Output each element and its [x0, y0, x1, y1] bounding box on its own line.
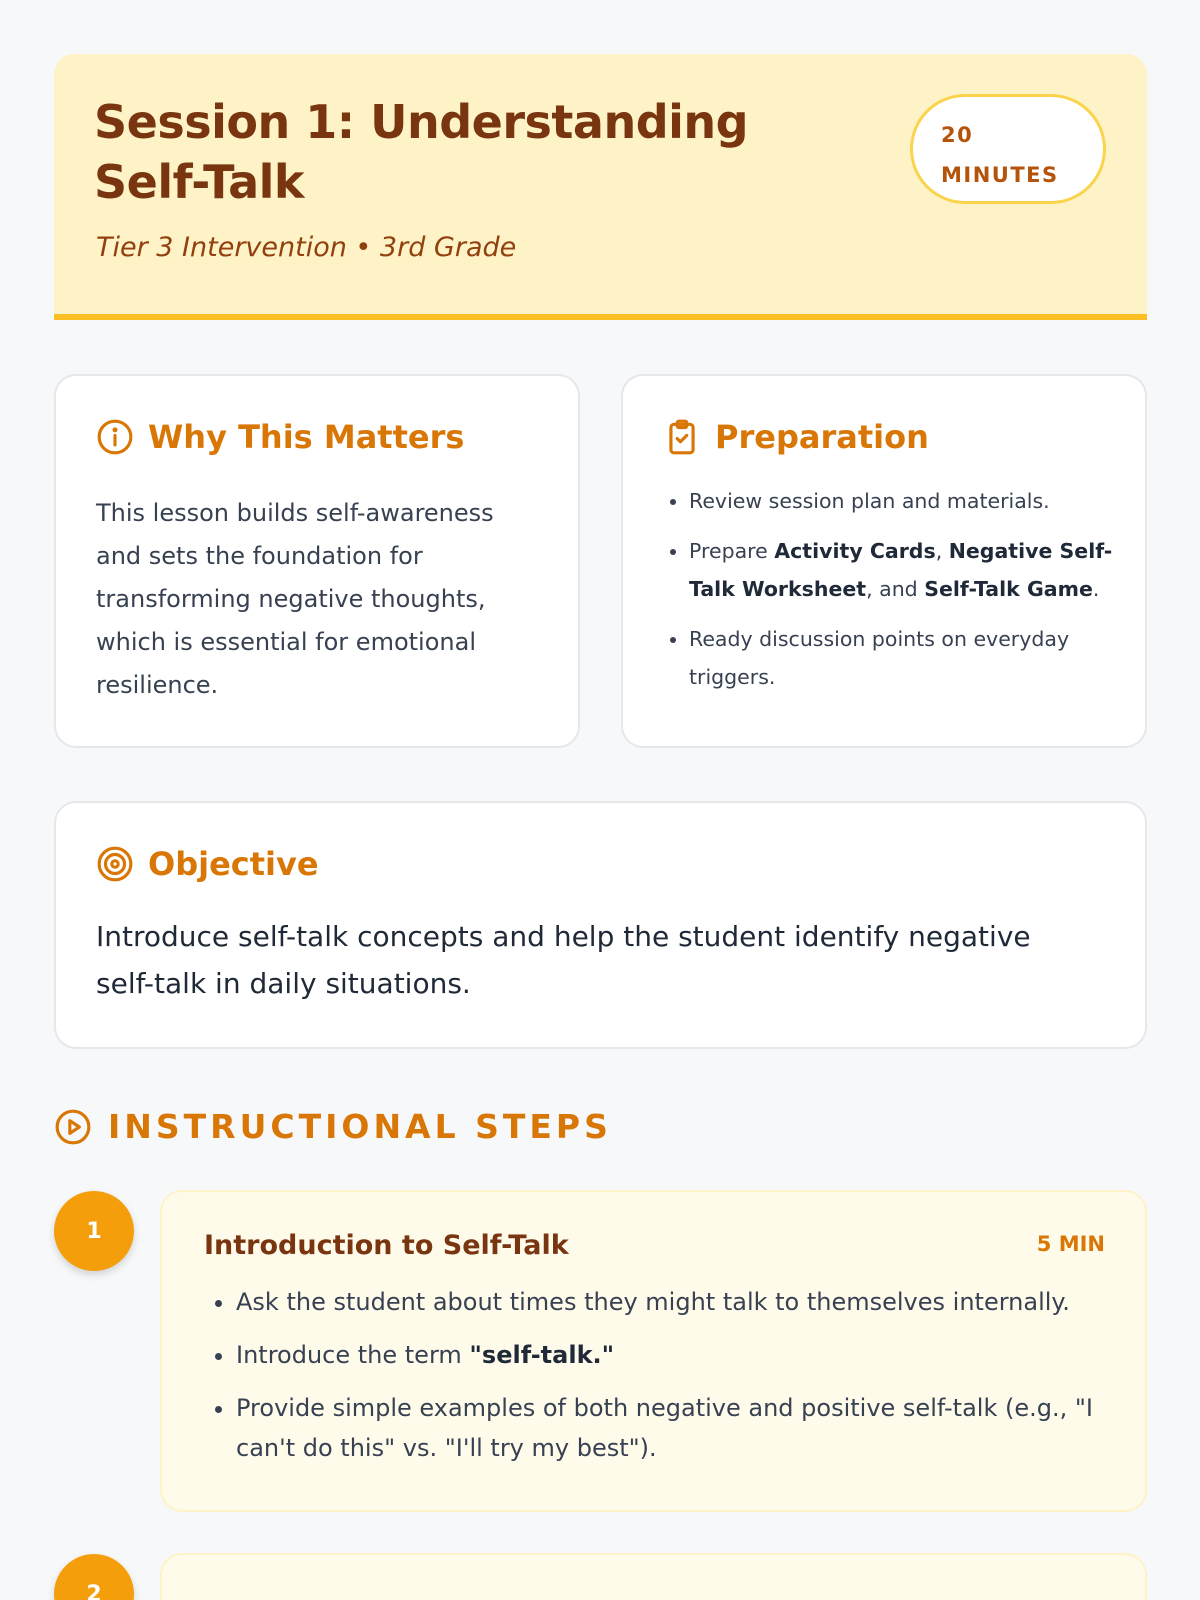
- duration-badge: [910, 94, 1106, 204]
- step-card: [160, 1553, 1147, 1600]
- prep-item-text: ,: [935, 539, 949, 563]
- prep-list: [689, 482, 1119, 708]
- play-circle-icon: [54, 1108, 92, 1146]
- step-time: 5 MIN: [1036, 1232, 1105, 1256]
- instructional-steps-heading: [54, 1107, 612, 1146]
- step-list: [236, 1282, 1116, 1481]
- why-this-matters-card: [54, 374, 580, 748]
- objective-body-text: Introduce self-talk concepts and help the student identify negative self-talk in daily situations.: [96, 920, 1031, 1000]
- material-game: Self-Talk Game: [924, 577, 1093, 601]
- prep-item-text: Prepare: [689, 539, 775, 563]
- prep-item-text: .: [1092, 577, 1100, 601]
- why-heading-label: Why This Matters: [148, 418, 465, 456]
- prep-item-text: Review session plan and materials.: [689, 489, 1050, 513]
- step-item-text: Ask the student about times they might talk to themselves internally.: [236, 1288, 1070, 1316]
- objective-heading: [96, 845, 319, 883]
- prep-item-text: , and: [866, 577, 925, 601]
- section-heading-label: INSTRUCTIONAL STEPS: [108, 1107, 612, 1146]
- step-item: [236, 1282, 1116, 1322]
- term-self-talk: "self-talk.": [469, 1341, 615, 1369]
- page-subtitle: Tier 3 Intervention • 3rd Grade: [96, 232, 517, 263]
- step-item-text: Provide simple examples of both negative and positive self-talk (e.g., "I can't do this" vs. "I'll try my best").: [236, 1394, 1093, 1462]
- info-icon: [96, 418, 134, 456]
- objective-card: [54, 801, 1147, 1049]
- step-item-text: Introduce the term: [236, 1341, 470, 1369]
- why-heading: [96, 418, 464, 456]
- prep-item: [689, 620, 1119, 696]
- prep-item: [689, 532, 1119, 608]
- step-item: [236, 1335, 1116, 1375]
- material-worksheet: Negative Self-Talk Worksheet: [689, 539, 1113, 601]
- step-number-badge: 2: [54, 1554, 134, 1600]
- prep-item: [689, 482, 1119, 520]
- step-card: [160, 1190, 1147, 1512]
- prep-item-text: Ready discussion points on everyday triggers.: [689, 627, 1070, 689]
- clipboard-check-icon: [663, 418, 701, 456]
- why-body-text: This lesson builds self-awareness and sets the foundation for transforming negative thoughts, which is essential for emotional resilience.: [96, 499, 494, 699]
- target-icon: [96, 845, 134, 883]
- session-header: [54, 54, 1147, 320]
- duration-value: 20: [941, 123, 974, 147]
- prep-heading-label: Preparation: [715, 418, 929, 456]
- material-activity-cards: Activity Cards: [774, 539, 936, 563]
- duration-unit: MINUTES: [941, 163, 1059, 187]
- step-title: Introduction to Self-Talk: [204, 1230, 569, 1261]
- objective-heading-label: Objective: [148, 845, 319, 883]
- prep-heading: [663, 418, 929, 456]
- page-title: Session 1: Understanding Self-Talk: [94, 95, 749, 209]
- preparation-card: [621, 374, 1147, 748]
- step-item: [236, 1388, 1116, 1468]
- step-number-badge: 1: [54, 1191, 134, 1271]
